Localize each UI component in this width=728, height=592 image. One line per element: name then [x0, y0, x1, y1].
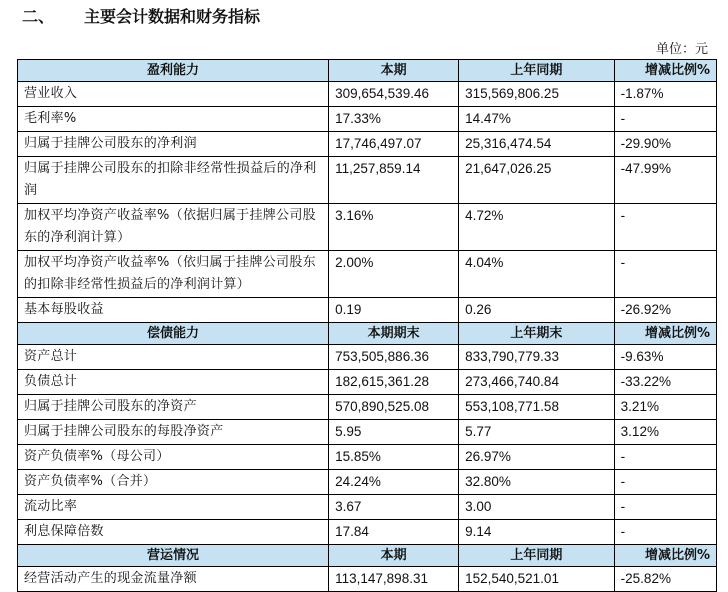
cell-previous: 9.14 — [459, 520, 615, 545]
cell-change: -1.87% — [614, 82, 716, 107]
unit-label: 单位：元 — [655, 42, 708, 57]
cell-current: 15.85% — [329, 445, 459, 470]
cell-change: - — [614, 251, 716, 298]
table-row — [18, 420, 717, 445]
cell-current: 753,505,886.36 — [329, 345, 459, 370]
operations-header-change: 增减比例% — [614, 545, 716, 567]
table-row — [18, 370, 717, 395]
solvency-header-current: 本期期末 — [329, 323, 459, 345]
cell-current: 309,654,539.46 — [329, 82, 459, 107]
cell-label: 资产总计 — [18, 345, 329, 370]
table-row — [18, 395, 717, 420]
operations-header-row — [18, 545, 717, 567]
cell-label: 加权平均净资产收益率%（依归属于挂牌公司股东的扣除非经常性损益后的净利润计算） — [18, 251, 329, 298]
cell-label: 负债总计 — [18, 370, 329, 395]
cell-current: 570,890,525.08 — [329, 395, 459, 420]
cell-previous: 273,466,740.84 — [459, 370, 615, 395]
cell-change: 3.21% — [614, 395, 716, 420]
table-row — [18, 445, 717, 470]
table-row — [18, 204, 717, 251]
cell-previous: 833,790,779.33 — [459, 345, 615, 370]
table-row — [18, 107, 717, 132]
table-row — [18, 520, 717, 545]
cell-change: - — [614, 445, 716, 470]
profitability-header-change: 增减比例% — [614, 60, 716, 82]
cell-current: 24.24% — [329, 470, 459, 495]
cell-change: - — [614, 520, 716, 545]
section-heading — [22, 4, 260, 26]
operations-header-previous: 上年同期 — [459, 545, 615, 567]
profitability-header-current: 本期 — [329, 60, 459, 82]
cell-previous: 553,108,771.58 — [459, 395, 615, 420]
cell-previous: 3.00 — [459, 495, 615, 520]
table-row — [18, 567, 717, 592]
cell-previous: 4.04% — [459, 251, 615, 298]
table-row — [18, 470, 717, 495]
cell-label: 归属于挂牌公司股东的扣除非经常性损益后的净利润 — [18, 157, 329, 204]
cell-label: 资产负债率%（合并） — [18, 470, 329, 495]
cell-label: 归属于挂牌公司股东的净资产 — [18, 395, 329, 420]
cell-label: 归属于挂牌公司股东的净利润 — [18, 132, 329, 157]
cell-previous: 152,540,521.01 — [459, 567, 615, 592]
cell-previous: 315,569,806.25 — [459, 82, 615, 107]
cell-change: 3.12% — [614, 420, 716, 445]
profitability-header-previous: 上年同期 — [459, 60, 615, 82]
cell-label: 归属于挂牌公司股东的每股净资产 — [18, 420, 329, 445]
cell-previous: 14.47% — [459, 107, 615, 132]
cell-current: 17.84 — [329, 520, 459, 545]
cell-current: 0.19 — [329, 298, 459, 323]
operations-header-current: 本期 — [329, 545, 459, 567]
profitability-header-label: 盈利能力 — [18, 60, 329, 82]
section-number: 二、 — [22, 7, 55, 26]
solvency-header-row — [18, 323, 717, 345]
cell-label: 营业收入 — [18, 82, 329, 107]
cell-label: 经营活动产生的现金流量净额 — [18, 567, 329, 592]
table-row — [18, 82, 717, 107]
cell-previous: 0.26 — [459, 298, 615, 323]
cell-current: 3.67 — [329, 495, 459, 520]
section-title: 主要会计数据和财务指标 — [84, 7, 261, 26]
cell-previous: 5.77 — [459, 420, 615, 445]
cell-current: 113,147,898.31 — [329, 567, 459, 592]
operations-header-label: 营运情况 — [18, 545, 329, 567]
solvency-header-change: 增减比例% — [614, 323, 716, 345]
cell-previous: 26.97% — [459, 445, 615, 470]
cell-change: - — [614, 495, 716, 520]
cell-label: 加权平均净资产收益率%（依据归属于挂牌公司股东的净利润计算） — [18, 204, 329, 251]
cell-previous: 4.72% — [459, 204, 615, 251]
solvency-header-previous: 上年期末 — [459, 323, 615, 345]
cell-previous: 32.80% — [459, 470, 615, 495]
table-row — [18, 132, 717, 157]
cell-change: -33.22% — [614, 370, 716, 395]
cell-label: 毛利率% — [18, 107, 329, 132]
table-row — [18, 298, 717, 323]
cell-current: 5.95 — [329, 420, 459, 445]
cell-change: -47.99% — [614, 157, 716, 204]
financial-indicators-table — [17, 59, 717, 592]
cell-change: -25.82% — [614, 567, 716, 592]
cell-change: - — [614, 107, 716, 132]
cell-change: -9.63% — [614, 345, 716, 370]
cell-label: 利息保障倍数 — [18, 520, 329, 545]
cell-change: - — [614, 470, 716, 495]
cell-current: 11,257,859.14 — [329, 157, 459, 204]
profitability-header-row — [18, 60, 717, 82]
cell-current: 2.00% — [329, 251, 459, 298]
cell-change: -26.92% — [614, 298, 716, 323]
table-row — [18, 251, 717, 298]
cell-current: 17,746,497.07 — [329, 132, 459, 157]
cell-current: 17.33% — [329, 107, 459, 132]
cell-current: 3.16% — [329, 204, 459, 251]
cell-label: 基本每股收益 — [18, 298, 329, 323]
table-row — [18, 345, 717, 370]
cell-label: 资产负债率%（母公司） — [18, 445, 329, 470]
cell-previous: 25,316,474.54 — [459, 132, 615, 157]
table-row — [18, 495, 717, 520]
table-row — [18, 157, 717, 204]
cell-change: - — [614, 204, 716, 251]
cell-previous: 21,647,026.25 — [459, 157, 615, 204]
cell-change: -29.90% — [614, 132, 716, 157]
cell-label: 流动比率 — [18, 495, 329, 520]
solvency-header-label: 偿债能力 — [18, 323, 329, 345]
cell-current: 182,615,361.28 — [329, 370, 459, 395]
